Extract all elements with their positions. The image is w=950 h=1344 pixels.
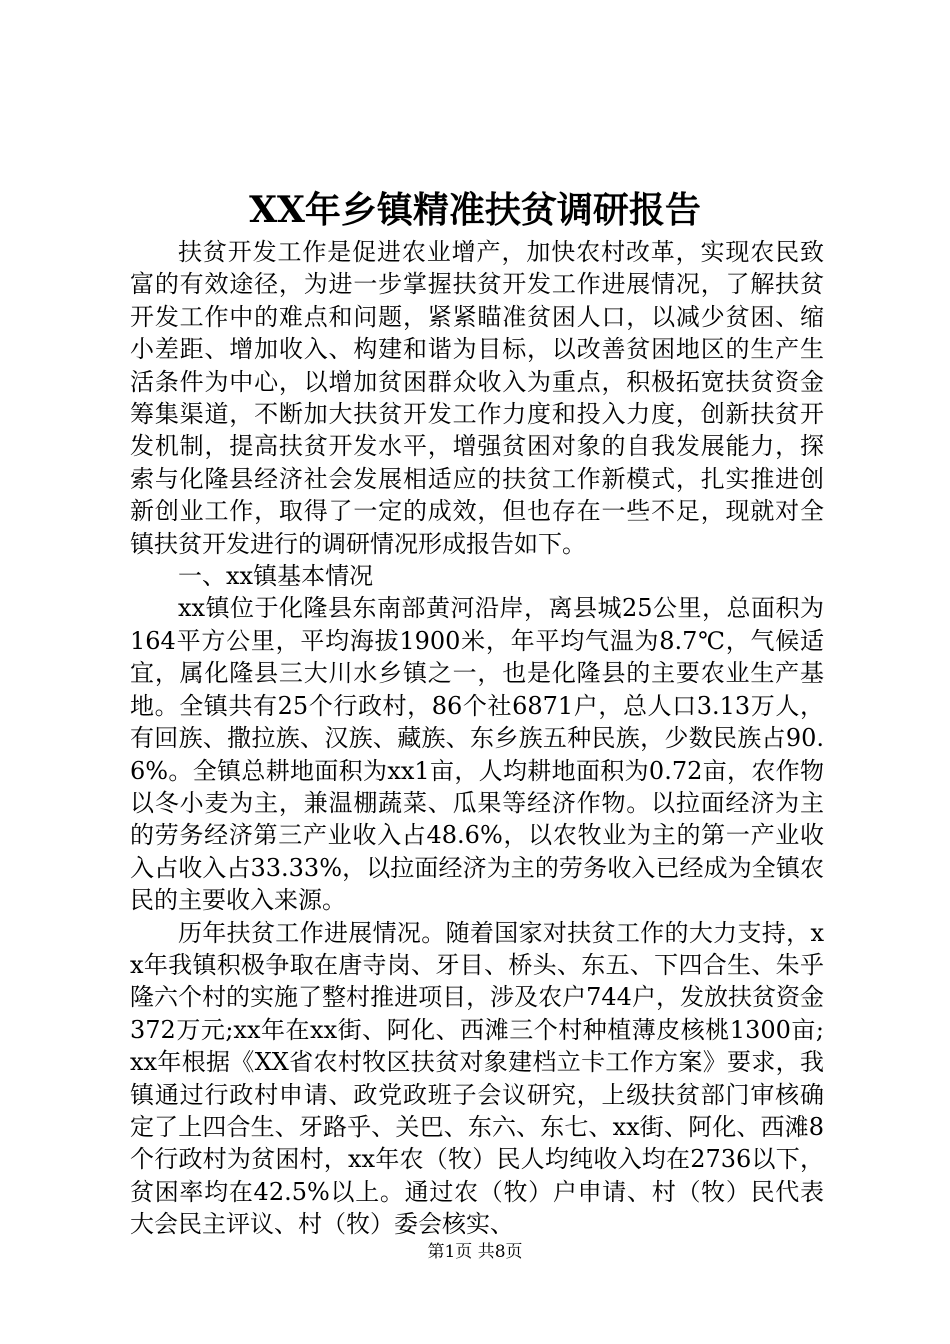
section-heading: 一、xx镇基本情况 — [178, 562, 374, 591]
basic-info-paragraph: xx镇位于化隆县东南部黄河沿岸，离县城25公里，总面积为164平方公里，平均海拔1900米，年平均气温为8.7℃，气候适宜，属化隆县三大川水乡镇之一，也是化隆县的主要农业生产基地。全镇共有25个行政村，86个社6871户，总人口3.13万人，有回族、撒拉族、汉族、藏族、东乡族五种民族，少数民族占90.6%。全镇总耕地面积为xx1亩，人均耕地面积为0.72亩，农作物以冬小麦为主，兼温棚蔬菜、瓜果等经济作物。以拉面经济为主的劳务经济第三产业收入占48.6%，以农牧业为主的第一产业收入占收入占33.33%，以拉面经济为主的劳务收入已经成为全镇农民的主要收入来源。 — [130, 594, 824, 915]
document-title: XX年乡镇精准扶贫调研报告 — [249, 189, 701, 231]
document-body — [130, 236, 824, 1241]
intro-paragraph: 扶贫开发工作是促进农业增产，加快农村改革，实现农民致富的有效途径，为进一步掌握扶贫开发工作进展情况，了解扶贫开发工作中的难点和问题，紧紧瞄准贫困人口，以减少贫困、缩小差距、增加收入、构建和谐为目标，以改善贫困地区的生产生活条件为中心，以增加贫困群众收入为重点，积极拓宽扶贫资金筹集渠道，不断加大扶贫开发工作力度和投入力度，创新扶贫开发机制，提高扶贫开发水平，增强贫困对象的自我发展能力，探索与化隆县经济社会发展相适应的扶贫工作新模式，扎实推进创新创业工作，取得了一定的成效，但也存在一些不足，现就对全镇扶贫开发进行的调研情况形成报告如下。 — [130, 238, 824, 558]
page-footer: 第1页 共8页 — [427, 1242, 523, 1262]
progress-paragraph: 历年扶贫工作进展情况。随着国家对扶贫工作的大力支持，xx年我镇积极争取在唐寺岗、牙目、桥头、东五、下四合生、朱乎隆六个村的实施了整村推进项目，涉及农户744户，发放扶贫资金372万元;xx年在xx街、阿化、西滩三个村种植薄皮核桃1300亩;xx年根据《XX省农村牧区扶贫对象建档立卡工作方案》要求，我镇通过行政村申请、政党政班子会议研究，上级扶贫部门审核确定了上四合生、牙路乎、关巴、东六、东七、xx街、阿化、西滩8个行政村为贫困村，xx年农（牧）民人均纯收入均在2736以下，贫困率均在42.5%以上。通过农（牧）户申请、村（牧）民代表大会民主评议、村（牧）委会核实、 — [130, 918, 824, 1239]
